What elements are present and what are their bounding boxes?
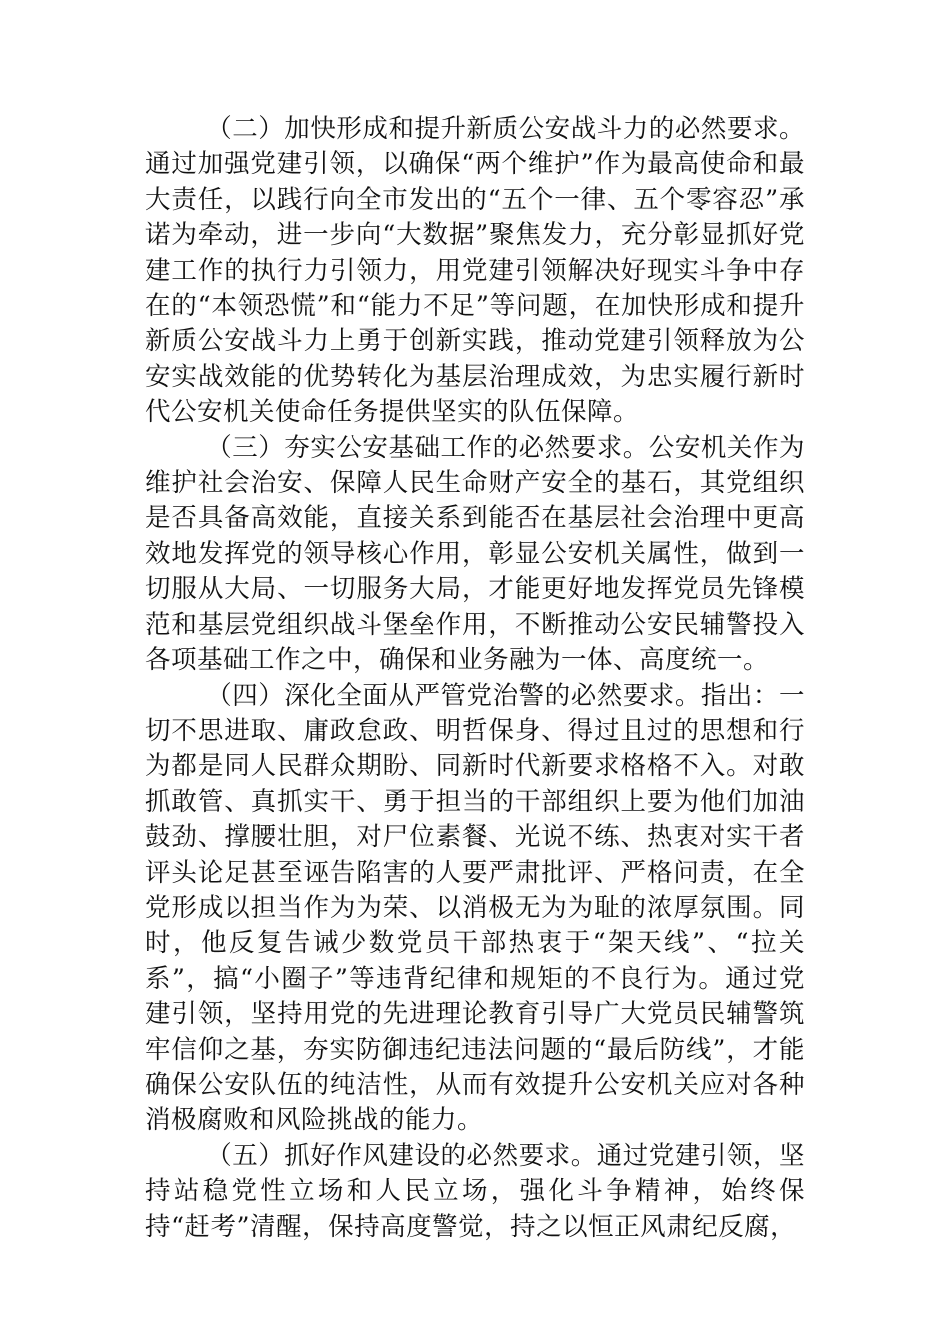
paragraph-section-5: （五）抓好作风建设的必然要求。通过党建引领，坚持站稳党性立场和人民立场，强化斗争精神，始终保持“赶考”清醒，保持高度警觉，持之以恒正风肃纪反腐，	[145, 1140, 805, 1242]
paragraph-section-4: （四）深化全面从严管党治警的必然要求。指出：一切不思进取、庸政怠政、明哲保身、得过且过的思想和行为都是同人民群众期盼、同新时代新要求格格不入。对敢抓敢管、真抓实干、勇于担当的干部组织上要为他们加油鼓劲、撑腰壮胆，对尸位素餐、光说不练、热衷对实干者评头论足甚至诬告陷害的人要严肃批评、严格问责，在全党形成以担当作为为荣、以消极无为为耻的浓厚氛围。同时，他反复告诫少数党员干部热衷于“架天线”、“拉关系”，搞“小圈子”等违背纪律和规矩的不良行为。通过党建引领，坚持用党的先进理论教育引导广大党员民辅警筑牢信仰之基，夯实防御违纪违法问题的“最后防线”，才能确保公安队伍的纯洁性，从而有效提升公安机关应对各种消极腐败和风险挑战的能力。	[145, 680, 805, 1136]
paragraph-section-3: （三）夯实公安基础工作的必然要求。公安机关作为维护社会治安、保障人民生命财产安全的基石，其党组织是否具备高效能，直接关系到能否在基层社会治理中更高效地发挥党的领导核心作用，彰显公安机关属性，做到一切服从大局、一切服务大局，才能更好地发挥党员先锋模范和基层党组织战斗堡垒作用，不断推动公安民辅警投入各项基础工作之中，确保和业务融为一体、高度统一。	[145, 432, 805, 676]
paragraph-section-2: （二）加快形成和提升新质公安战斗力的必然要求。通过加强党建引领，以确保“两个维护”作为最高使命和最大责任，以践行向全市发出的“五个一律、五个零容忍”承诺为牵动，进一步向“大数据”聚焦发力，充分彰显抓好党建工作的执行力引领力，用党建引领解决好现实斗争中存在的“本领恐慌”和“能力不足”等问题，在加快形成和提升新质公安战斗力上勇于创新实践，推动党建引领释放为公安实战效能的优势转化为基层治理成效，为忠实履行新时代公安机关使命任务提供坚实的队伍保障。	[145, 114, 805, 428]
document-body	[145, 112, 805, 1245]
